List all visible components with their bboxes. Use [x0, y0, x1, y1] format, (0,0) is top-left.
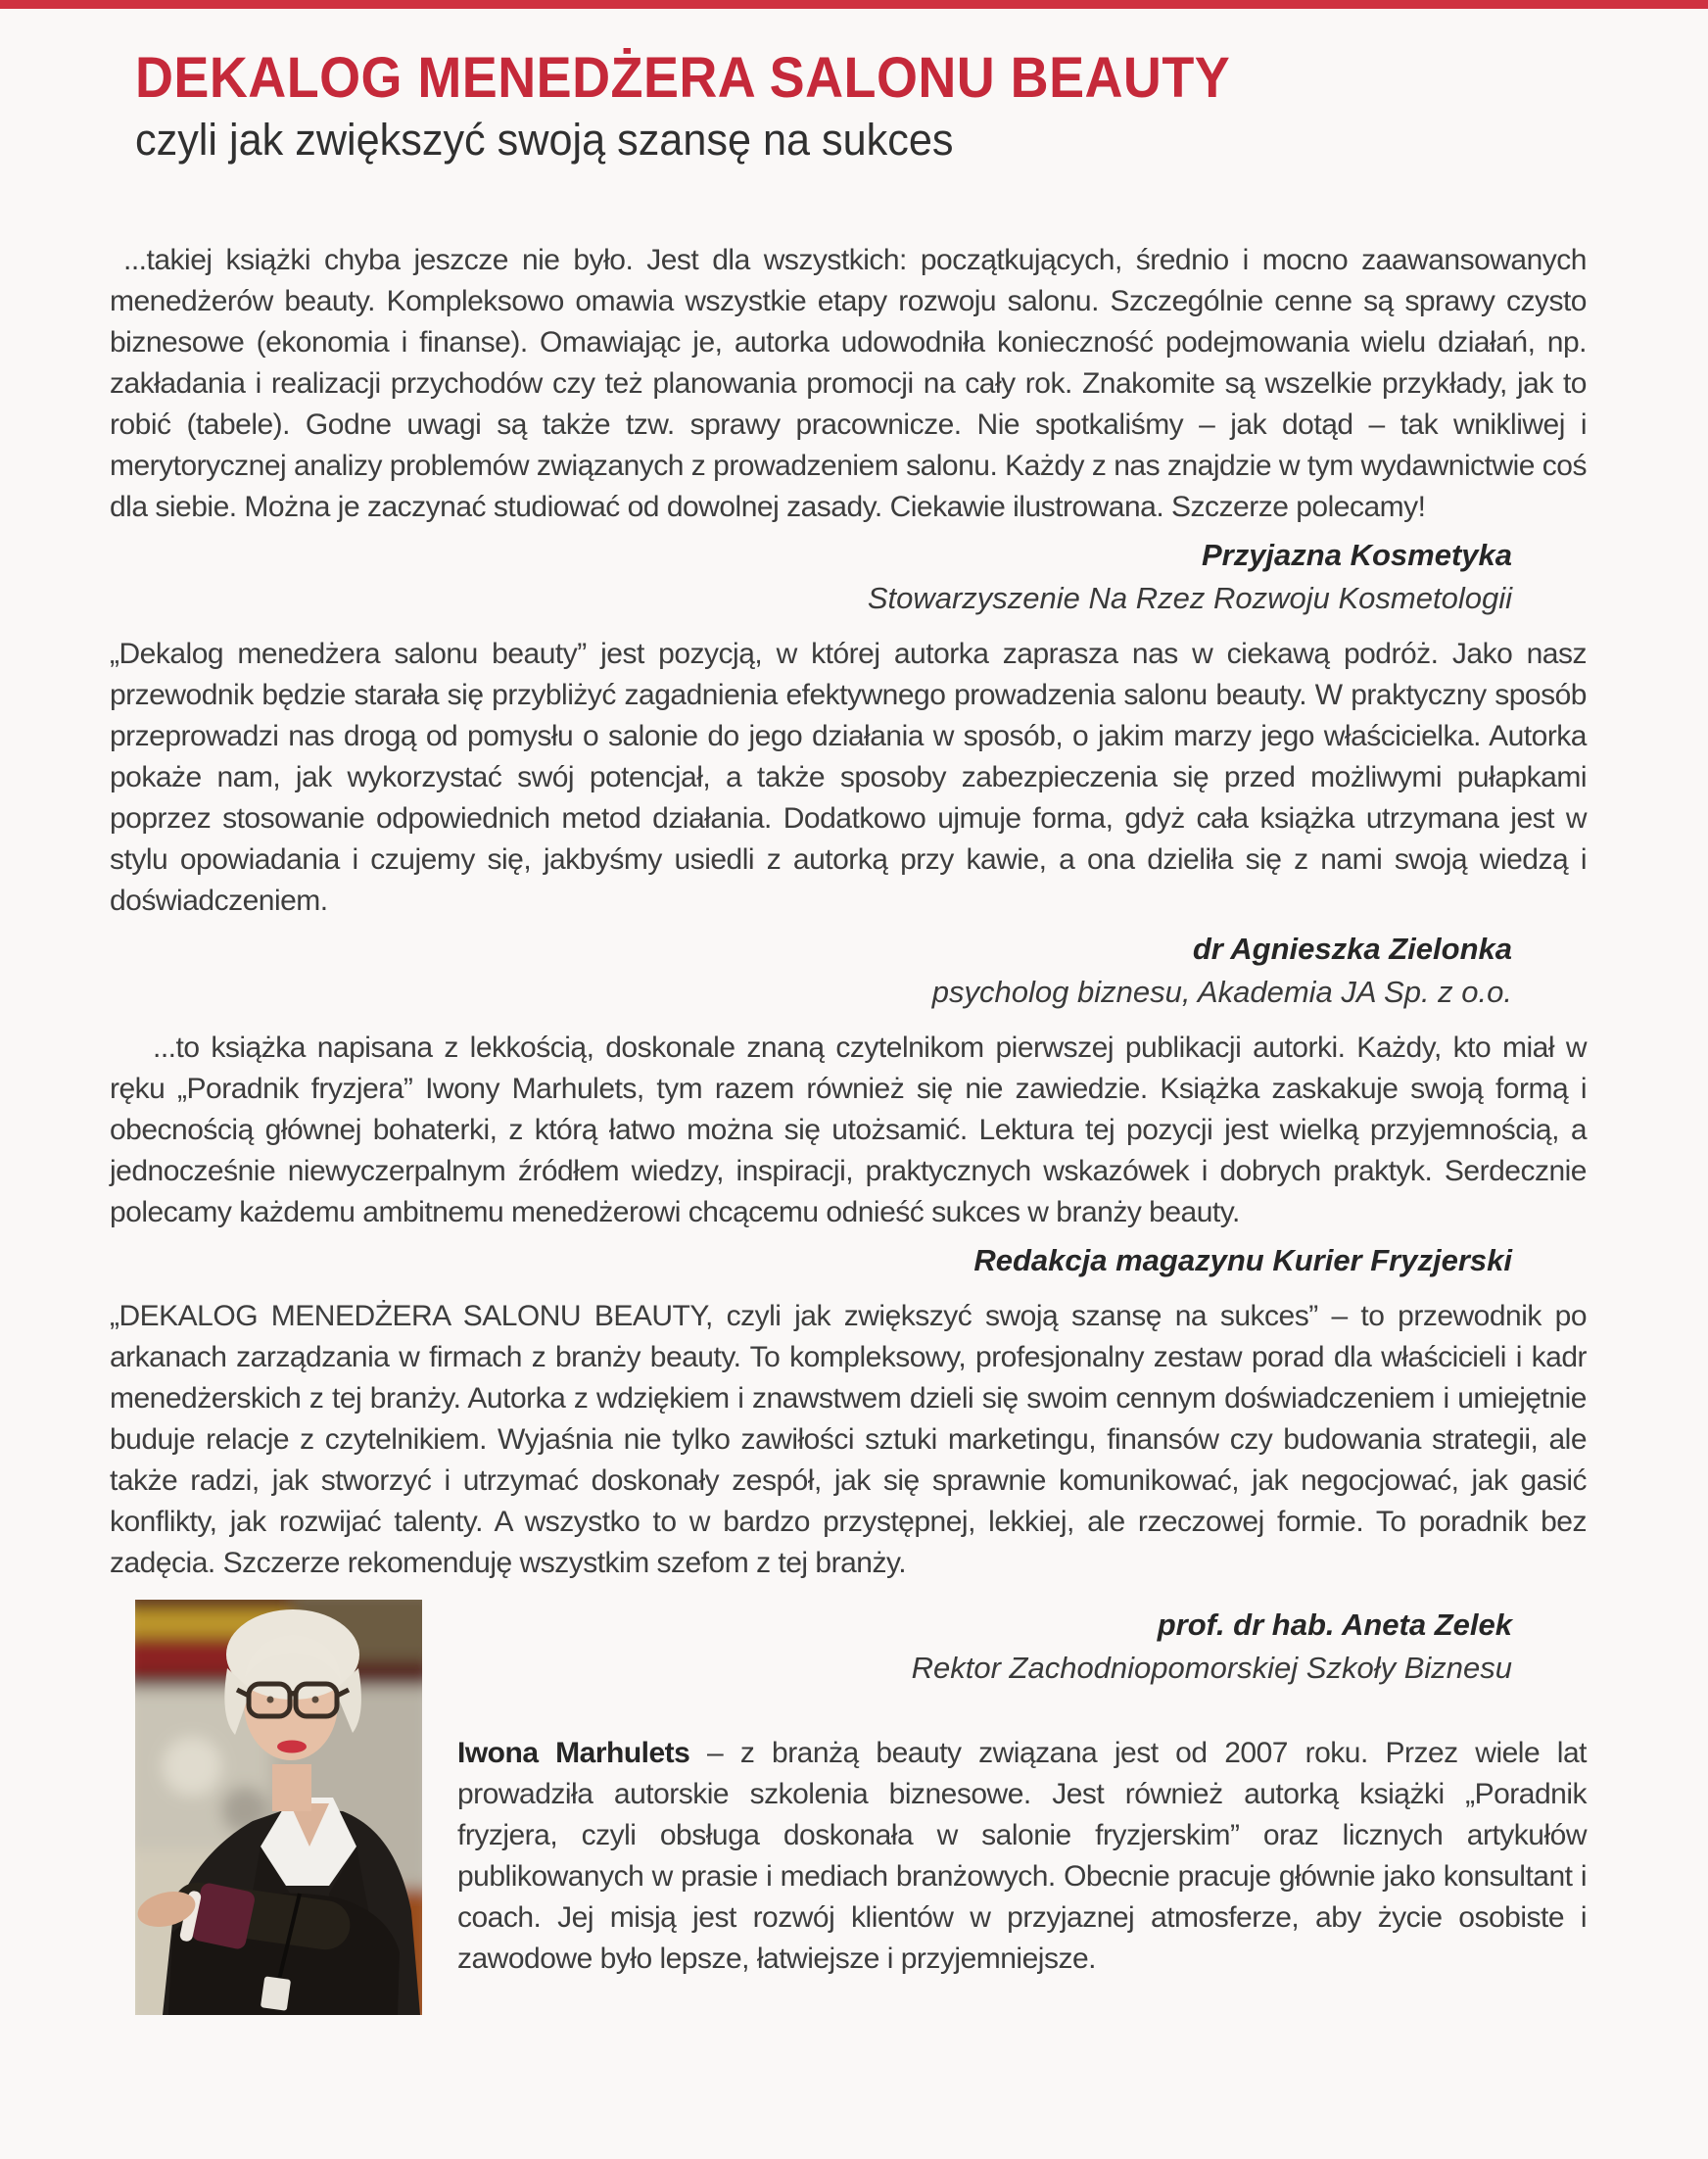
author-bio-text — [457, 1733, 1587, 1980]
author-portrait-illustration — [135, 1600, 422, 2015]
review-section-3 — [110, 1028, 1587, 1282]
cover-top-red-bar — [0, 0, 1708, 9]
review-author-name: prof. dr hab. Aneta Zelek — [1157, 1607, 1512, 1642]
author-photo — [135, 1600, 422, 2015]
review-author-name: Przyjazna Kosmetyka — [1201, 538, 1512, 572]
title-block — [135, 48, 1587, 168]
review-attribution — [457, 1604, 1512, 1690]
review-attribution — [110, 1239, 1512, 1282]
author-section — [135, 1600, 1587, 2015]
review-author-role: Rektor Zachodniopomorskiej Szkoły Biznesu — [911, 1651, 1512, 1685]
review-author-name: Redakcja magazynu Kurier Fryzjerski — [973, 1243, 1512, 1277]
author-bio-column — [457, 1600, 1587, 2015]
page-subtitle: czyli jak zwiększyć swoją szansę na sukces — [135, 115, 954, 165]
review-author-role: Stowarzyszenie Na Rzez Rozwoju Kosmetologii — [867, 581, 1512, 615]
review-text: ...to książka napisana z lekkością, doskonale znaną czytelnikom pierwszej publikacji autorki. Każdy, kto miał w ręku „Poradnik fryzjera” Iwony Marhulets, tym razem również się nie zawiedzie. Książka zaskakuje swoją formą i obecnością głównej bohaterki, z którą łatwo można się utożsamić. Lektura tej pozycji jest wielką przyjemnością, a jednocześnie niewyczerpalnym źródłem wiedzy, inspiracji, praktycznych wskazówek i dobrych praktyk. Serdecznie polecamy każdemu ambitnemu menedżerowi chcącemu odnieść sukces w branży beauty. — [110, 1032, 1587, 1228]
review-author-role: psycholog biznesu, Akademia JA Sp. z o.o. — [931, 975, 1512, 1009]
page-content — [0, 48, 1708, 2015]
review-section-4 — [110, 1296, 1587, 1584]
review-attribution — [110, 534, 1512, 620]
review-text: ...takiej książki chyba jeszcze nie było. Jest dla wszystkich: początkujących, średnio i mocno zaawansowanych menedżerów beauty. Kompleksowo omawia wszystkie etapy rozwoju salonu. Szczególnie cenne są sprawy czysto biznesowe (ekonomia i finanse). Omawiając je, autorka udowodniła konieczność podejmowania wielu działań, np. zakładania i realizacji przychodów czy też planowania promocji na cały rok. Znakomite są wszelkie przykłady, jak to robić (tabele). Godne uwagi są także tzw. sprawy pracownicze. Nie spotkaliśmy – jak dotąd – tak wnikliwej i merytorycznej analizy problemów związanych z prowadzeniem salonu. Każdy z nas znajdzie w tym wydawnictwie coś dla siebie. Można je zaczynać studiować od dowolnej zasady. Ciekawie ilustrowana. Szczerze polecamy! — [110, 244, 1587, 523]
page-title: DEKALOG MENEDŻERA SALONU BEAUTY — [135, 46, 1231, 110]
review-attribution — [110, 928, 1512, 1014]
author-bio-body: – z branżą beauty związana jest od 2007 roku. Przez wiele lat prowadziła autorskie szkolenia biznesowe. Jest również autorką książki „Poradnik fryzjera, czyli obsługa doskonała w salonie fryzjerskim” oraz licznych artykułów publikowanych w prasie i mediach branżowych. Obecnie pracuje głównie jako konsultant i coach. Jej misją jest rozwój klientów w przyjaznej atmosferze, aby życie osobiste i zawodowe było lepsze, łatwiejsze i przyjemniejsze. — [457, 1737, 1587, 1975]
author-name: Iwona Marhulets — [457, 1737, 690, 1769]
review-author-name: dr Agnieszka Zielonka — [1192, 932, 1512, 966]
review-section-1 — [110, 240, 1587, 620]
review-text: „Dekalog menedżera salonu beauty” jest pozycją, w której autorka zaprasza nas w ciekawą podróż. Jako nasz przewodnik będzie starała się przybliżyć zagadnienia efektywnego prowadzenia salonu beauty. W praktyczny sposób przeprowadzi nas drogą od pomysłu o salonie do jego działania w sposób, o jakim marzy jego właścicielka. Autorka pokaże nam, jak wykorzystać swój potencjał, a także sposoby zabezpieczenia się przed możliwymi pułapkami poprzez stosowanie odpowiednich metod działania. Dodatkowo ujmuje forma, gdyż cała książka utrzymana jest w stylu opowiadania i czujemy się, jakbyśmy usiedli z autorką przy kawie, a ona dzieliła się z nami swoją wiedzą i doświadczeniem. — [110, 638, 1587, 917]
review-text: „DEKALOG MENEDŻERA SALONU BEAUTY, czyli jak zwiększyć swoją szansę na sukces” – to przewodnik po arkanach zarządzania w firmach z branży beauty. To kompleksowy, profesjonalny zestaw porad dla właścicieli i kadr menedżerskich z tej branży. Autorka z wdziękiem i znawstwem dzieli się swoim cennym doświadczeniem i umiejętnie buduje relacje z czytelnikiem. Wyjaśnia nie tylko zawiłości sztuki marketingu, finansów czy budowania strategii, ale także radzi, jak stworzyć i utrzymać doskonały zespół, jak się sprawnie komunikować, jak negocjować, jak gasić konflikty, jak rozwijać talenty. A wszystko to w bardzo przystępnej, lekkiej, ale rzeczowej formie. To poradnik bez zadęcia. Szczerze rekomenduję wszystkim szefom z tej branży. — [110, 1300, 1587, 1579]
review-section-2 — [110, 634, 1587, 1014]
